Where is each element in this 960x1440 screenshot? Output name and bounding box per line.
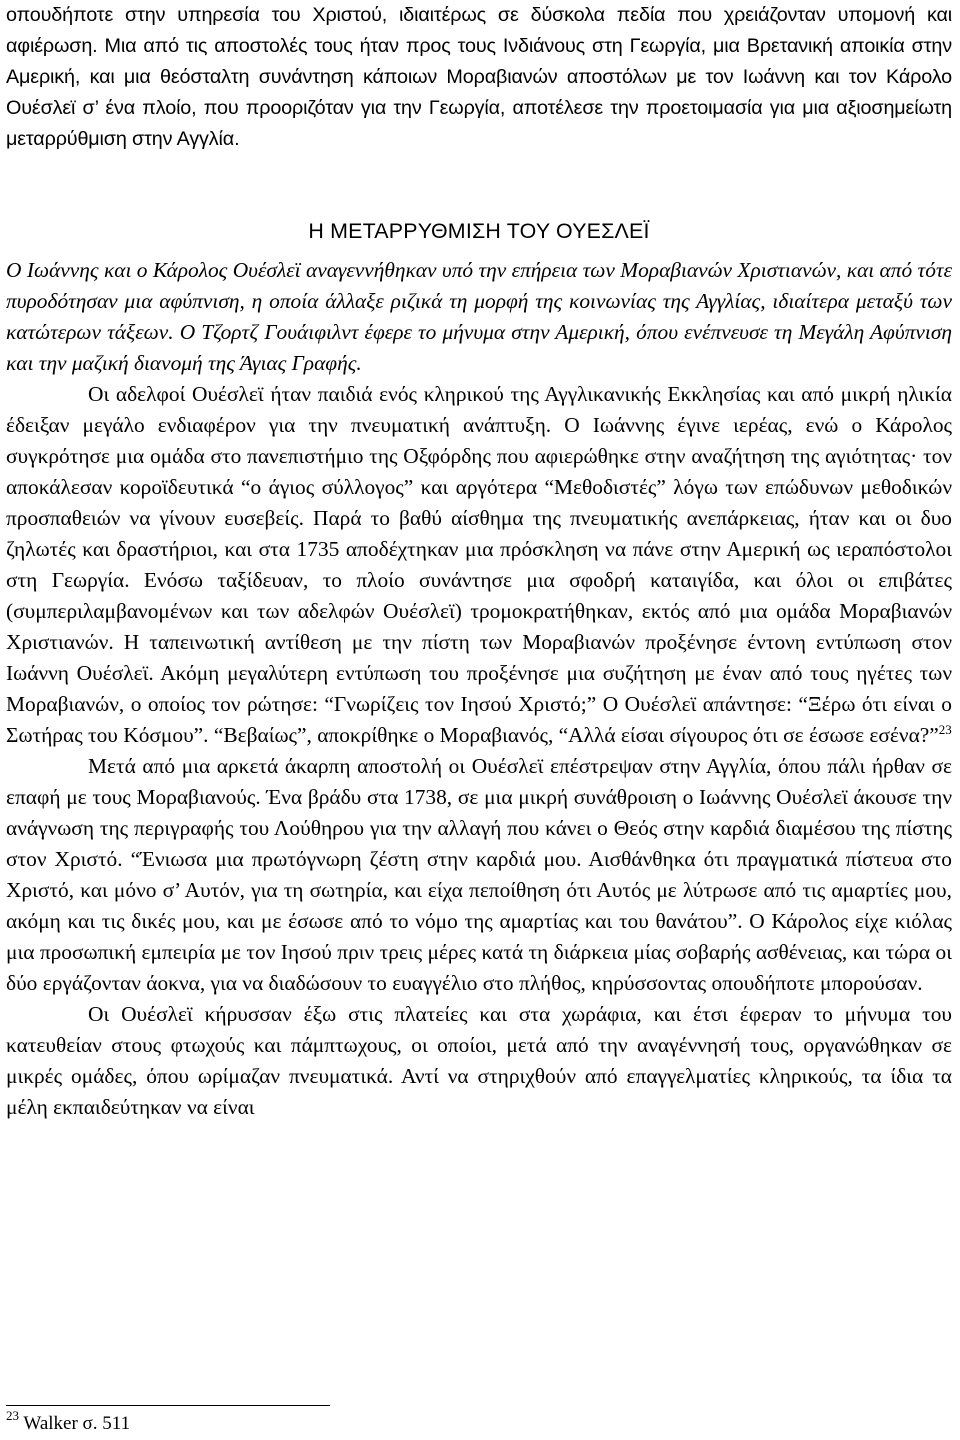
footnote-number: 23 xyxy=(6,1408,19,1423)
footnote-separator xyxy=(6,1405,330,1406)
intro-paragraph: οπουδήποτε στην υπηρεσία του Χριστού, ιδιαιτέρως σε δύσκολα πεδία που χρειάζονταν υπομονή και αφιέρωση. Μια από τις αποστολές τους ήταν προς τους Ινδιάνους στη Γεωργία, μια Βρετανική αποικία στην Αμερική, και μια θεόσταλτη συνάντηση κάποιων Μοραβιανών αποστόλων με τον Ιωάννη και τον Κάρολο Ουέσλεϊ σ’ ένα πλοίο, που προοριζόταν για την Γεωργία, αποτέλεσε την προετοιμασία για μια αξιοσημείωτη μεταρρύθμιση στην Αγγλία. xyxy=(6,4,952,150)
section-summary: Ο Ιωάννης και ο Κάρολος Ουέσλεϊ αναγεννήθηκαν υπό την επήρεια των Μοραβιανών Χριστιανών, και από τότε πυροδότησαν μια αφύπνιση, η οποία άλλαξε ριζικά τη μορφή της κοινωνίας της Αγγλίας, ιδιαίτερα μεταξύ των κατώτερων τάξεων. Ο Τζορτζ Γουάιφιλντ έφερε το μήνυμα στην Αμερική, όπου ενέπνευσε τη Μεγάλη Αφύπνιση και την μαζική διανομή της Άγιας Γραφής. xyxy=(6,258,952,375)
body-paragraph-3: Οι Ουέσλεϊ κήρυσσαν έξω στις πλατείες και στα χωράφια, και έτσι έφεραν το μήνυμα του κατευθείαν στους φτωχούς και πάμπτωχους, οι οποίοι, μετά από την αναγέννησή τους, οργανώθηκαν σε μικρές ομάδες, όπου ωρίμαζαν πνευματικά. Αντί να στηριχθούν από επαγγελματίες κληρικούς, τα ίδια τα μέλη εκπαιδεύτηκαν να είναι xyxy=(6,1002,952,1119)
footnote xyxy=(6,1408,131,1437)
body-paragraph-2: Μετά από μια αρκετά άκαρπη αποστολή οι Ουέσλεϊ επέστρεψαν στην Αγγλία, όπου πάλι ήρθαν σε επαφή με τους Μοραβιανούς. Ένα βράδυ στα 1738, σε μια μικρή συνάθροιση ο Ιωάννης Ουέσλεϊ άκουσε την ανάγνωση της περιγραφής του Λούθηρου για την αλλαγή που κάνει ο Θεός στην καρδιά διαμέσου της πίστης στον Χριστό. “Ένιωσα μια πρωτόγνωρη ζέστη στην καρδιά μου. Αισθάνθηκα ότι πραγματικά πίστευα στο Χριστό, και μόνο σ’ Αυτόν, για τη σωτηρία, και είχα πεποίθηση ότι Αυτός με λύτρωσε από τις αμαρτίες μου, ακόμη και τις δικές μου, και με έσωσε από το νόμο της αμαρτίας και του θανάτου”. Ο Κάρολος είχε κιόλας μια προσωπική εμπειρία με τον Ιησού πριν τρεις μέρες κατά τη διάρκεια μίας σοβαρής ασθένειας, και τώρα οι δύο εργάζονταν άοκνα, για να διαδώσουν το ευαγγέλιο στο πλήθος, κηρύσσοντας οπουδήποτε μπορούσαν. xyxy=(6,754,952,995)
footnote-reference: 23 xyxy=(938,722,952,737)
body-paragraph-1 xyxy=(6,379,952,751)
body-paragraph-1-text: Οι αδελφοί Ουέσλεϊ ήταν παιδιά ενός κληρικού της Αγγλικανικής Εκκλησίας και από μικρή ηλικία έδειξαν μεγάλο ενδιαφέρον για την πνευματική ανάπτυξη. Ο Ιωάννης έγινε ιερέας, ενώ ο Κάρολος συγκρότησε μια ομάδα στο πανεπιστήμιο της Οξφόρδης που αφιερώθηκε στην αναζήτηση της αγιότητας· τον αποκάλεσαν κοροϊδευτικά “ο άγιος σύλλογος” και αργότερα “Μεθοδιστές” λόγω των επώδυνων μεθοδικών προσπαθειών να γίνουν ευσεβείς. Παρά το βαθύ αίσθημα της πνευματικής ανεπάρκειας, ήταν και οι δυο ζηλωτές και δραστήριοι, και στα 1735 αποδέχτηκαν μια πρόσκληση να πάνε στην Αμερική ως ιεραπόστολοι στη Γεωργία. Ενόσω ταξίδευαν, το πλοίο συνάντησε μια σφοδρή καταιγίδα, και όλοι οι επιβάτες (συμπεριλαμβανομένων και των αδελφών Ουέσλεϊ) τρομοκρατήθηκαν, εκτός από μια ομάδα Μοραβιανών Χριστιανών. Η ταπεινωτική αντίθεση με την πίστη των Μοραβιανών προξένησε έντονη εντύπωση στον Ιωάννη Ουέσλεϊ. Ακόμη μεγαλύτερη εντύπωση του προξένησε μια συζήτηση με έναν από τους ηγέτες των Μοραβιανών, ο οποίος τον ρώτησε: “Γνωρίζεις τον Ιησού Χριστό;” Ο Ουέσλεϊ απάντησε: “Ξέρω ότι είναι ο Σωτήρας του Κόσμου”. “Βεβαίως”, αποκρίθηκε ο Μοραβιανός, “Αλλά είσαι σίγουρος ότι σε έσωσε εσένα?” xyxy=(6,382,952,747)
section-heading: Η ΜΕΤΑΡΡΥΘΜΙΣΗ ΤΟΥ ΟΥΕΣΛΕΪ xyxy=(308,219,650,243)
footnote-text: Walker σ. 511 xyxy=(23,1413,131,1434)
document-page xyxy=(6,0,952,1440)
